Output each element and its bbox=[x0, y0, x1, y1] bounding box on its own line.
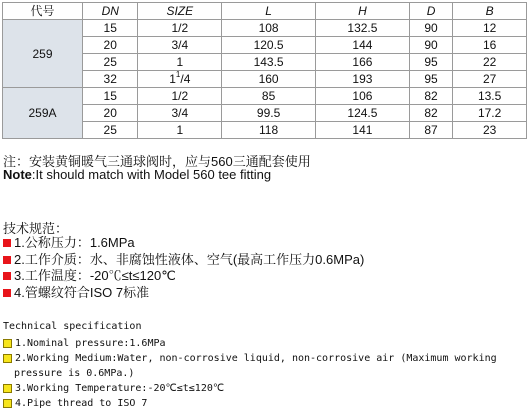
yellow-square-bullet-icon bbox=[3, 339, 12, 348]
list-item-text: 4.Pipe thread to ISO 7 bbox=[15, 398, 148, 409]
table-header-row bbox=[3, 3, 527, 20]
group-code-259: 259 bbox=[3, 20, 83, 88]
cell-b: 12 bbox=[453, 20, 527, 37]
red-square-bullet-icon bbox=[3, 256, 11, 264]
note-label: Note bbox=[3, 167, 32, 182]
cell-d: 95 bbox=[409, 71, 452, 88]
list-item-text: 2.Working Medium:Water, non-corrosive liquid, non-corrosive air (Maximum working bbox=[15, 353, 497, 364]
spec-table bbox=[2, 2, 527, 139]
cell-b: 27 bbox=[453, 71, 527, 88]
list-item-text: 2.工作介质：水、非腐蚀性液体、空气(最高工作压力0.6MPa) bbox=[14, 251, 365, 267]
list-item bbox=[3, 285, 364, 302]
cell-size: 1/2 bbox=[138, 88, 222, 105]
cell-dn: 15 bbox=[83, 20, 138, 37]
table-row bbox=[3, 88, 527, 105]
list-item bbox=[3, 336, 497, 351]
red-square-bullet-icon bbox=[3, 239, 11, 247]
list-item bbox=[3, 268, 364, 285]
cell-size: 3/4 bbox=[138, 37, 222, 54]
note-english bbox=[3, 167, 271, 182]
cell-d: 82 bbox=[409, 105, 452, 122]
note-text: :It should match with Model 560 tee fitting bbox=[31, 167, 272, 182]
header-dn: DN bbox=[83, 3, 138, 20]
cell-size: 1 bbox=[138, 54, 222, 71]
list-item-text: 1.公称压力：1.6MPa bbox=[14, 235, 135, 250]
list-item bbox=[3, 235, 364, 252]
cell-b: 23 bbox=[453, 122, 527, 139]
table-row bbox=[3, 20, 527, 37]
cell-d: 82 bbox=[409, 88, 452, 105]
cell-size: 1 bbox=[138, 122, 222, 139]
red-square-bullet-icon bbox=[3, 289, 11, 297]
cell-l: 99.5 bbox=[222, 105, 316, 122]
cell-l: 85 bbox=[222, 88, 316, 105]
header-h: H bbox=[316, 3, 410, 20]
list-item-text: 3.Working Temperature:-20℃≤t≤120℃ bbox=[15, 383, 225, 394]
tech-spec-list-en bbox=[3, 336, 497, 411]
cell-d: 90 bbox=[409, 20, 452, 37]
cell-h: 124.5 bbox=[316, 105, 410, 122]
header-code: 代号 bbox=[3, 3, 83, 20]
cell-b: 17.2 bbox=[453, 105, 527, 122]
cell-h: 144 bbox=[316, 37, 410, 54]
cell-b: 16 bbox=[453, 37, 527, 54]
cell-d: 87 bbox=[409, 122, 452, 139]
cell-l: 143.5 bbox=[222, 54, 316, 71]
header-size: SIZE bbox=[138, 3, 222, 20]
group-code-259a: 259A bbox=[3, 88, 83, 139]
tech-spec-list-cn bbox=[3, 235, 364, 301]
cell-h: 141 bbox=[316, 122, 410, 139]
header-l: L bbox=[222, 3, 316, 20]
red-square-bullet-icon bbox=[3, 272, 11, 280]
cell-h: 106 bbox=[316, 88, 410, 105]
header-d: D bbox=[409, 3, 452, 20]
list-item-text: 1.Nominal pressure:1.6MPa bbox=[15, 338, 166, 349]
list-item-text: 3.工作温度：-20℃≤t≤120℃ bbox=[14, 268, 176, 284]
cell-l: 160 bbox=[222, 71, 316, 88]
list-item-continuation: pressure is 0.6MPa.) bbox=[14, 368, 135, 379]
cell-l: 108 bbox=[222, 20, 316, 37]
cell-d: 95 bbox=[409, 54, 452, 71]
cell-dn: 32 bbox=[83, 71, 138, 88]
cell-d: 90 bbox=[409, 37, 452, 54]
list-item bbox=[3, 381, 497, 396]
cell-size: $1^1/4$ bbox=[138, 71, 222, 88]
cell-dn: 20 bbox=[83, 37, 138, 54]
cell-dn: 25 bbox=[83, 122, 138, 139]
cell-size: 3/4 bbox=[138, 105, 222, 122]
note-chinese: 注：安装黄铜暖气三通球阀时，应与560三通配套使用 bbox=[3, 154, 311, 169]
list-item bbox=[3, 351, 497, 366]
cell-size: 1/2 bbox=[138, 20, 222, 37]
cell-dn: 25 bbox=[83, 54, 138, 71]
yellow-square-bullet-icon bbox=[3, 354, 12, 363]
list-item bbox=[3, 252, 364, 269]
yellow-square-bullet-icon bbox=[3, 384, 12, 393]
cell-h: 193 bbox=[316, 71, 410, 88]
cell-b: 13.5 bbox=[453, 88, 527, 105]
tech-spec-title-en: Technical specification bbox=[3, 321, 142, 332]
cell-dn: 15 bbox=[83, 88, 138, 105]
cell-h: 166 bbox=[316, 54, 410, 71]
cell-dn: 20 bbox=[83, 105, 138, 122]
cell-l: 118 bbox=[222, 122, 316, 139]
yellow-square-bullet-icon bbox=[3, 399, 12, 408]
list-item-text: 4.管螺纹符合ISO 7标准 bbox=[14, 284, 150, 300]
list-item bbox=[3, 396, 497, 411]
tech-spec-title-cn: 技术规范： bbox=[3, 221, 69, 236]
cell-h: 132.5 bbox=[316, 20, 410, 37]
cell-b: 22 bbox=[453, 54, 527, 71]
header-b: B bbox=[453, 3, 527, 20]
cell-l: 120.5 bbox=[222, 37, 316, 54]
